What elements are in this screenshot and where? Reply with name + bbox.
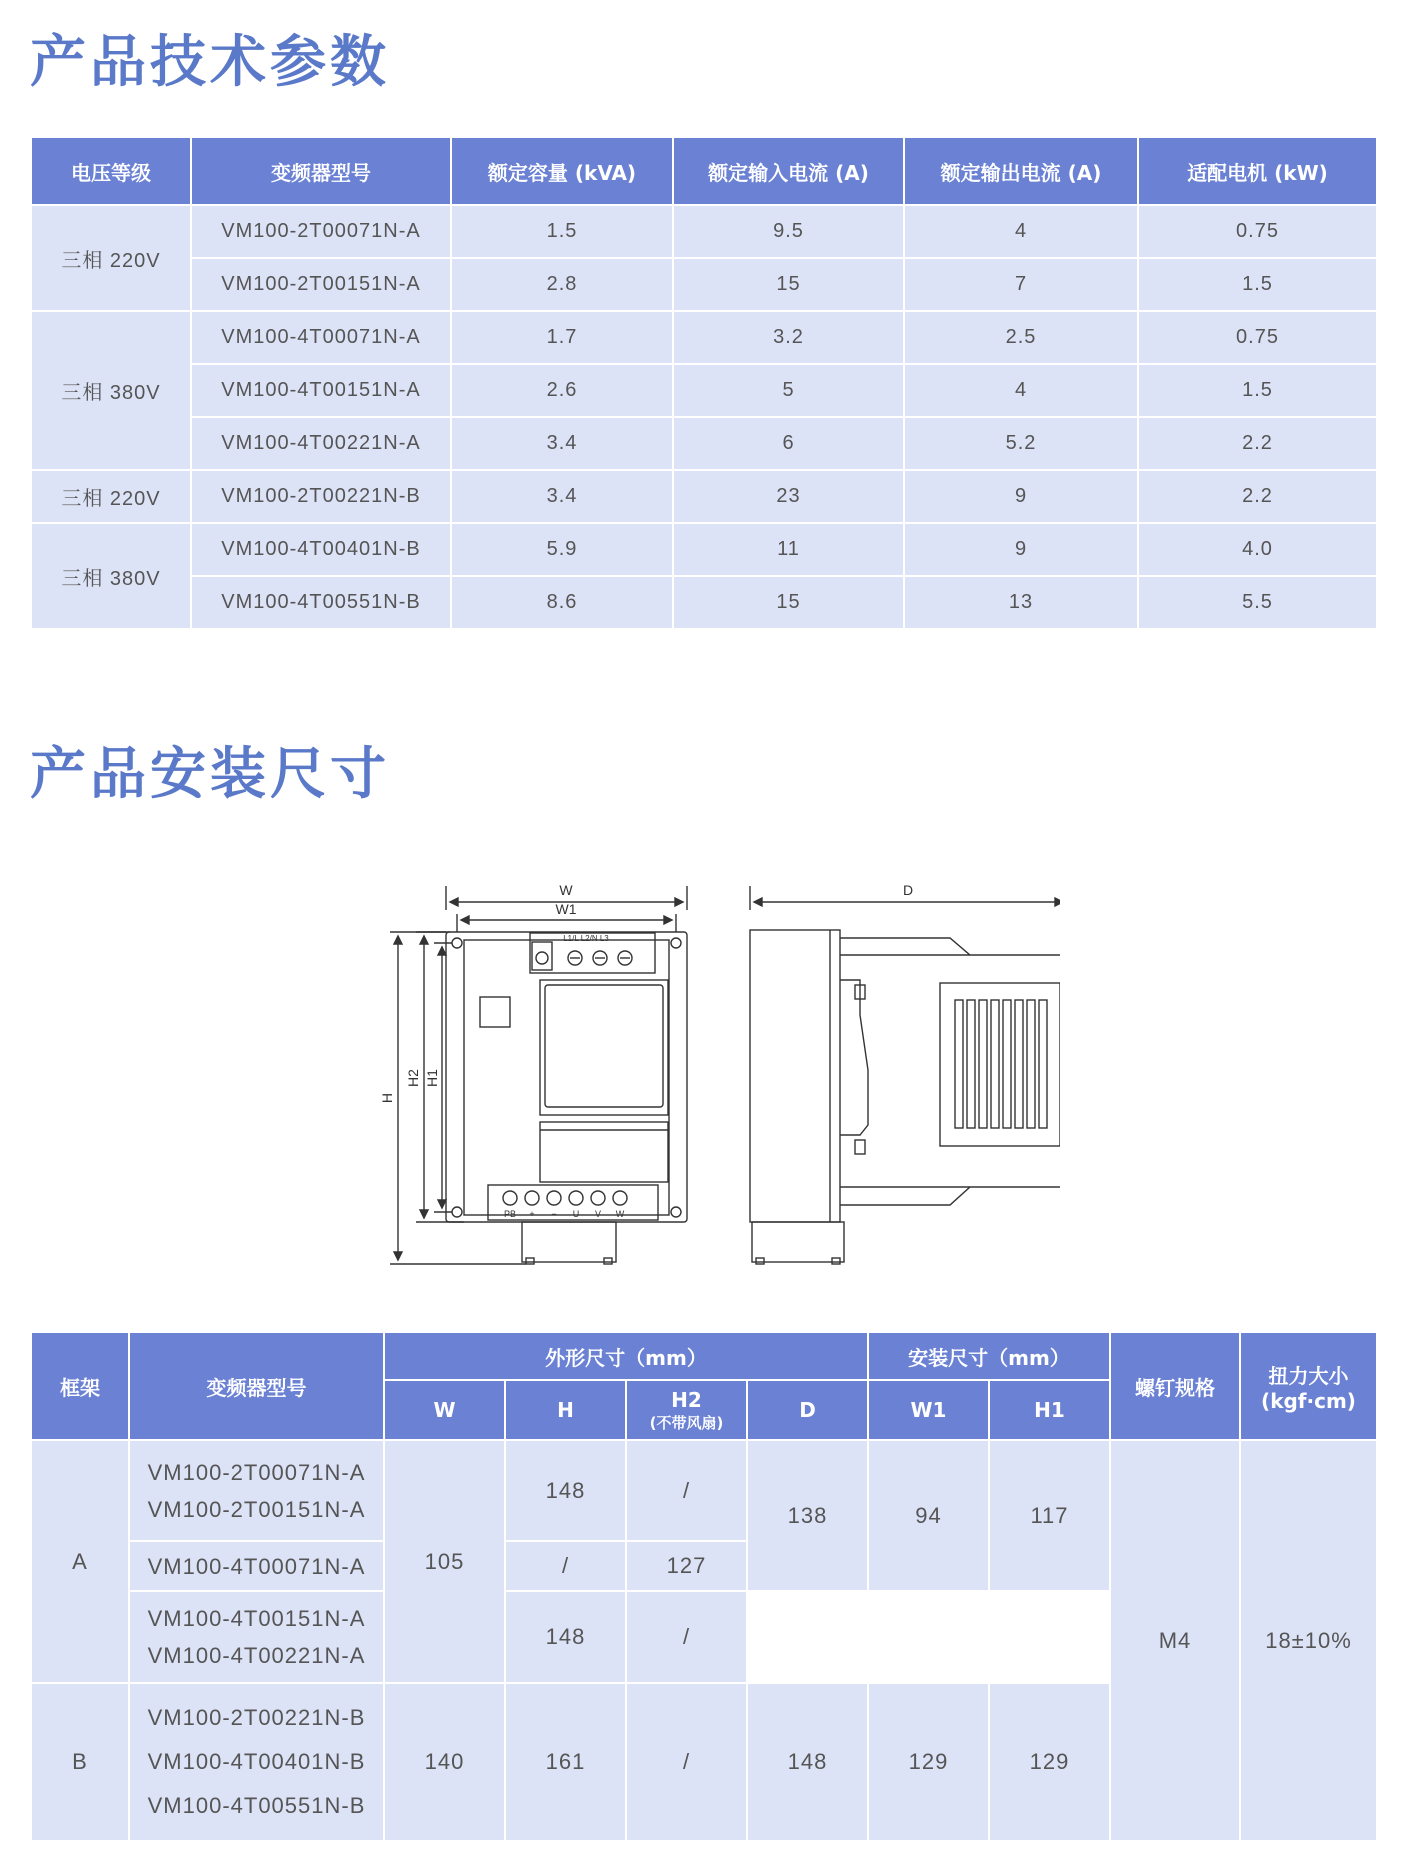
header-frame: 框架 <box>31 1332 129 1440</box>
spec-cell-out: 9 <box>904 523 1138 576</box>
spec-header-row <box>31 137 1377 205</box>
spec-cell-model: VM100-2T00221N-B <box>191 470 451 523</box>
spec-cell-in: 23 <box>673 470 904 523</box>
spec-header-0: 电压等级 <box>31 137 191 205</box>
spec-cell-kva: 3.4 <box>451 470 673 523</box>
spec-header-1: 变频器型号 <box>191 137 451 205</box>
model-name: VM100-4T00071N-A <box>147 1553 366 1579</box>
spec-cell-out: 4 <box>904 364 1138 417</box>
spec-cell-in: 9.5 <box>673 205 904 258</box>
header-torque <box>1240 1332 1377 1440</box>
label-h1: H1 <box>424 1069 440 1087</box>
table-row <box>31 364 1377 417</box>
spec-cell-kva: 2.8 <box>451 258 673 311</box>
spec-cell-model: VM100-2T00151N-A <box>191 258 451 311</box>
model-name: VM100-4T00551N-B <box>147 1793 366 1818</box>
spec-section-title: 产品技术参数 <box>30 30 390 95</box>
spec-cell-model: VM100-4T00221N-A <box>191 417 451 470</box>
a-h1: 117 <box>989 1440 1110 1591</box>
a2-h2: 127 <box>626 1541 747 1591</box>
b-h2: / <box>626 1683 747 1841</box>
dimension-table <box>30 1331 1378 1842</box>
label-h2: H2 <box>405 1069 421 1087</box>
header-h2-note: (不带风扇) <box>649 1413 724 1432</box>
vent-slots <box>955 1000 1047 1128</box>
spec-cell-in: 15 <box>673 258 904 311</box>
b-h: 161 <box>505 1683 626 1841</box>
spec-cell-model: VM100-4T00071N-A <box>191 311 451 364</box>
header-d: D <box>747 1380 868 1440</box>
model-name: VM100-2T00151N-A <box>147 1496 366 1522</box>
spec-cell-kw: 2.2 <box>1138 417 1377 470</box>
terminal-plus: + <box>529 1209 535 1219</box>
spec-cell-kva: 3.4 <box>451 417 673 470</box>
spec-cell-out: 2.5 <box>904 311 1138 364</box>
voltage-class: 三相 380V <box>31 311 191 470</box>
spec-cell-kw: 1.5 <box>1138 258 1377 311</box>
spec-cell-kva: 2.6 <box>451 364 673 417</box>
torque-value: 18±10% <box>1240 1440 1377 1841</box>
spec-cell-in: 15 <box>673 576 904 629</box>
a1-h2: / <box>626 1440 747 1541</box>
frame-b: B <box>31 1683 129 1841</box>
table-row <box>31 576 1377 629</box>
terminal-v: V <box>594 1209 602 1219</box>
spec-cell-kw: 4.0 <box>1138 523 1377 576</box>
header-h: H <box>505 1380 626 1440</box>
screw-spec: M4 <box>1110 1440 1240 1841</box>
spec-cell-in: 11 <box>673 523 904 576</box>
spec-cell-out: 9 <box>904 470 1138 523</box>
label-d: D <box>902 882 914 898</box>
a3-h2: / <box>626 1591 747 1683</box>
spec-cell-kw: 1.5 <box>1138 364 1377 417</box>
a1-h: 148 <box>505 1440 626 1541</box>
spec-cell-kw: 0.75 <box>1138 205 1377 258</box>
spec-cell-in: 5 <box>673 364 904 417</box>
header-h2-label: H2 <box>671 1387 702 1412</box>
spec-cell-out: 7 <box>904 258 1138 311</box>
table-row <box>31 258 1377 311</box>
spec-cell-kva: 1.5 <box>451 205 673 258</box>
table-row <box>31 1440 1377 1541</box>
voltage-class: 三相 380V <box>31 523 191 629</box>
top-terminal-labels: L1/L L2/N L3 <box>563 934 609 943</box>
model-name: VM100-2T00071N-A <box>147 1459 366 1485</box>
table-row <box>31 205 1377 258</box>
spec-cell-kw: 2.2 <box>1138 470 1377 523</box>
terminal-pb: PB <box>503 1209 517 1219</box>
header-h1: H1 <box>989 1380 1110 1440</box>
header-model: 变频器型号 <box>129 1332 384 1440</box>
b-d: 148 <box>747 1683 868 1841</box>
spec-cell-kva: 5.9 <box>451 523 673 576</box>
terminal-minus: − <box>551 1209 557 1219</box>
table-row <box>31 523 1377 576</box>
spec-cell-in: 6 <box>673 417 904 470</box>
spec-cell-kw: 0.75 <box>1138 311 1377 364</box>
model-name: VM100-4T00151N-A <box>147 1606 366 1631</box>
bottom-terminal-labels <box>504 1209 625 1219</box>
model-cell-b <box>129 1683 384 1841</box>
b-w: 140 <box>384 1683 505 1841</box>
label-w1: W1 <box>555 901 577 917</box>
spec-header-5: 适配电机 (kW) <box>1138 137 1377 205</box>
model-name: VM100-4T00401N-B <box>147 1749 366 1774</box>
spec-cell-kw: 5.5 <box>1138 576 1377 629</box>
spec-header-3: 额定输入电流 (A) <box>673 137 904 205</box>
table-row <box>31 470 1377 523</box>
label-h: H <box>379 1092 395 1104</box>
a3-h: 148 <box>505 1591 626 1683</box>
a-w: 105 <box>384 1440 505 1683</box>
table-row <box>31 311 1377 364</box>
model-name: VM100-2T00221N-B <box>147 1705 366 1730</box>
terminal-u: U <box>572 1209 580 1219</box>
model-cell-a1 <box>129 1440 384 1541</box>
model-name: VM100-4T00221N-A <box>147 1643 366 1668</box>
spec-body <box>31 205 1377 629</box>
a2-h: / <box>505 1541 626 1591</box>
dimension-drawing <box>360 880 1060 1275</box>
model-cell-a3 <box>129 1591 384 1683</box>
a-d: 138 <box>747 1440 868 1591</box>
label-w: W <box>559 882 573 898</box>
spec-cell-model: VM100-2T00071N-A <box>191 205 451 258</box>
header-w: W <box>384 1380 505 1440</box>
a-w1: 94 <box>868 1440 989 1591</box>
header-torque-line2: (kgf·cm) <box>1261 1388 1356 1413</box>
header-screw: 螺钉规格 <box>1110 1332 1240 1440</box>
header-w1: W1 <box>868 1380 989 1440</box>
frame-a: A <box>31 1440 129 1683</box>
header-mount-size: 安装尺寸（mm） <box>868 1332 1110 1380</box>
model-cell-a2 <box>129 1541 384 1591</box>
spec-header-2: 额定容量 (kVA) <box>451 137 673 205</box>
b-h1: 129 <box>989 1683 1110 1841</box>
spec-cell-out: 13 <box>904 576 1138 629</box>
spec-cell-model: VM100-4T00151N-A <box>191 364 451 417</box>
spec-table <box>30 136 1378 630</box>
spec-cell-in: 3.2 <box>673 311 904 364</box>
spec-header-4: 额定输出电流 (A) <box>904 137 1138 205</box>
header-h2 <box>626 1380 747 1440</box>
header-outer-size: 外形尺寸（mm） <box>384 1332 868 1380</box>
spec-cell-model: VM100-4T00401N-B <box>191 523 451 576</box>
terminal-w: W <box>615 1209 625 1219</box>
b-w1: 129 <box>868 1683 989 1841</box>
side-view <box>750 886 1060 1264</box>
header-torque-line1: 扭力大小 <box>1268 1363 1349 1388</box>
table-row <box>31 417 1377 470</box>
voltage-class: 三相 220V <box>31 470 191 523</box>
spec-cell-out: 4 <box>904 205 1138 258</box>
spec-cell-kva: 1.7 <box>451 311 673 364</box>
voltage-class: 三相 220V <box>31 205 191 311</box>
spec-cell-model: VM100-4T00551N-B <box>191 576 451 629</box>
install-section-title: 产品安装尺寸 <box>30 742 390 807</box>
spec-cell-kva: 8.6 <box>451 576 673 629</box>
spec-cell-out: 5.2 <box>904 417 1138 470</box>
